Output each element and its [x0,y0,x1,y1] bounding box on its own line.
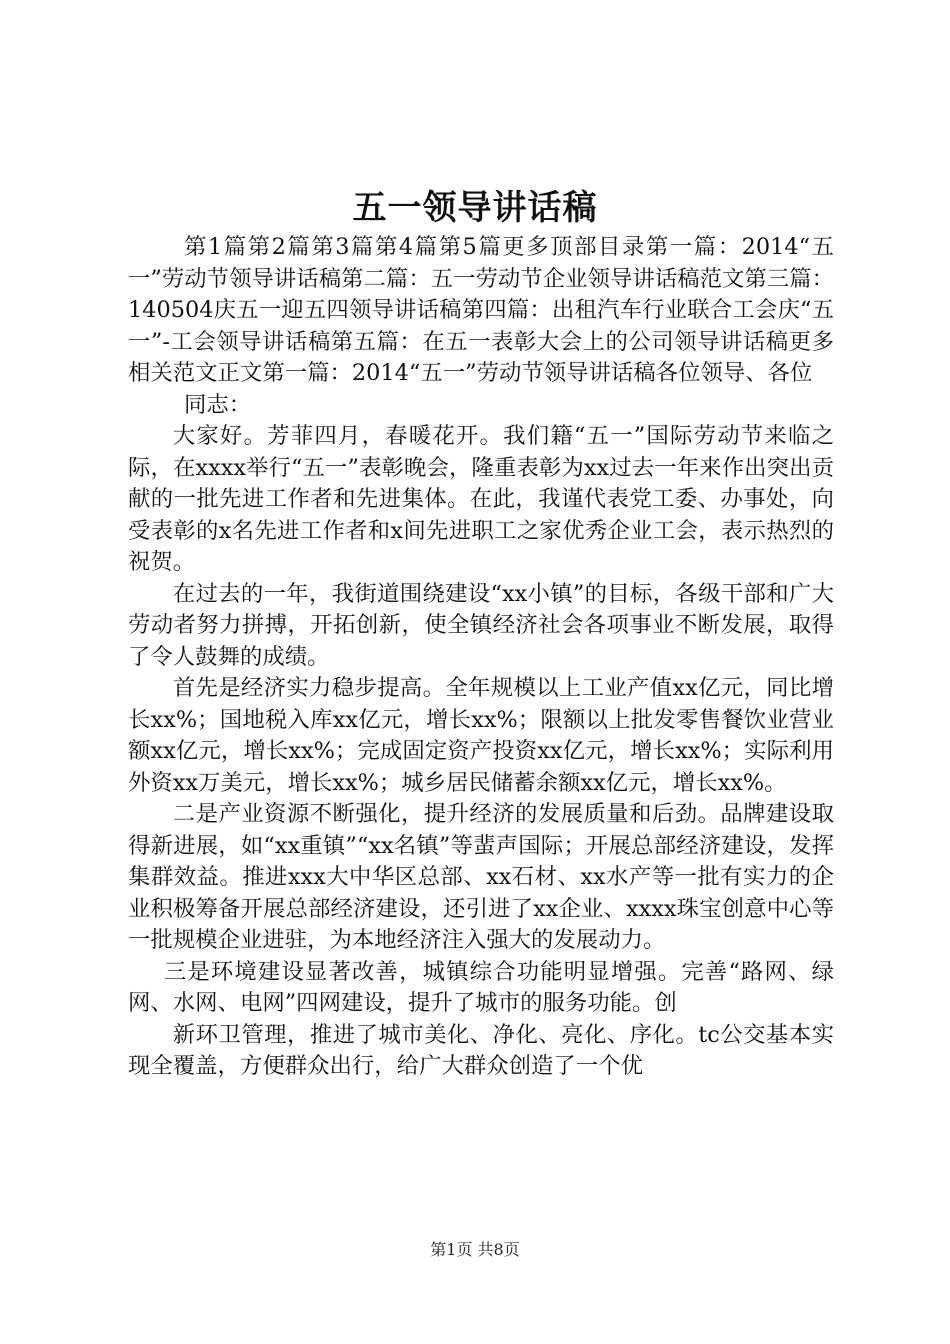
table-of-contents-paragraph: 第1篇第2篇第3篇第4篇第5篇更多顶部目录第一篇：2014“五一”劳动节领导讲话稿第二篇：五一劳动节企业领导讲话稿范文第三篇：140504庆五一迎五四领导讲话稿第四篇：出租汽车行业联合工会庆“五一”-工会领导讲话稿第五篇：在五一表彰大会上的公司领导讲话稿更多相关范文正文第一篇：2014“五一”劳动节领导讲话稿各位领导、各位 [128,234,834,386]
environment-paragraph: 三是环境建设显著改善，城镇综合功能明显增强。完善“路网、绿网、水网、电网”四网建设，提升了城市的服务功能。创 [128,958,834,1016]
industry-paragraph: 二是产业资源不断强化，提升经济的发展质量和后劲。品牌建设取得新进展，如“xx重镇”“xx名镇”等蜚声国际；开展总部经济建设，发挥集群效益。推进xxx大中华区总部、xx石材、xx水产等一批有实力的企业积极筹备开展总部经济建设，还引进了xx企业、xxxx珠宝创意中心等一批规模企业进驻，为本地经济注入强大的发展动力。 [128,801,834,953]
sanitation-paragraph: 新环卫管理，推进了城市美化、净化、亮化、序化。tc公交基本实现全覆盖，方便群众出行，给广大群众创造了一个优 [128,1021,834,1079]
page-footer: 第1页 共8页 [430,1240,520,1259]
document-title: 五一领导讲话稿 [352,188,598,228]
opening-paragraph: 大家好。芳菲四月，春暖花开。我们籍“五一”国际劳动节来临之际，在xxxx举行“五一”表彰晚会，隆重表彰为xx过去一年来作出突出贡献的一批先进工作者和先进集体。在此，我谨代表党工委、办事处，向受表彰的x名先进工作者和x间先进职工之家优秀企业工会，表示热烈的祝贺。 [128,423,834,575]
salutation-paragraph: 同志： [184,391,252,418]
achievements-paragraph: 在过去的一年，我街道围绕建设“xx小镇”的目标，各级干部和广大劳动者努力拼搏，开拓创新，使全镇经济社会各项事业不断发展，取得了令人鼓舞的成绩。 [128,580,834,670]
document-body [128,232,834,1083]
economy-paragraph: 首先是经济实力稳步提高。全年规模以上工业产值xx亿元，同比增长xx%；国地税入库xx亿元，增长xx%；限额以上批发零售餐饮业营业额xx亿元，增长xx%；完成固定资产投资xx亿元，增长xx%；实际利用外资xx万美元，增长xx%；城乡居民储蓄余额xx亿元，增长xx%。 [128,675,834,796]
